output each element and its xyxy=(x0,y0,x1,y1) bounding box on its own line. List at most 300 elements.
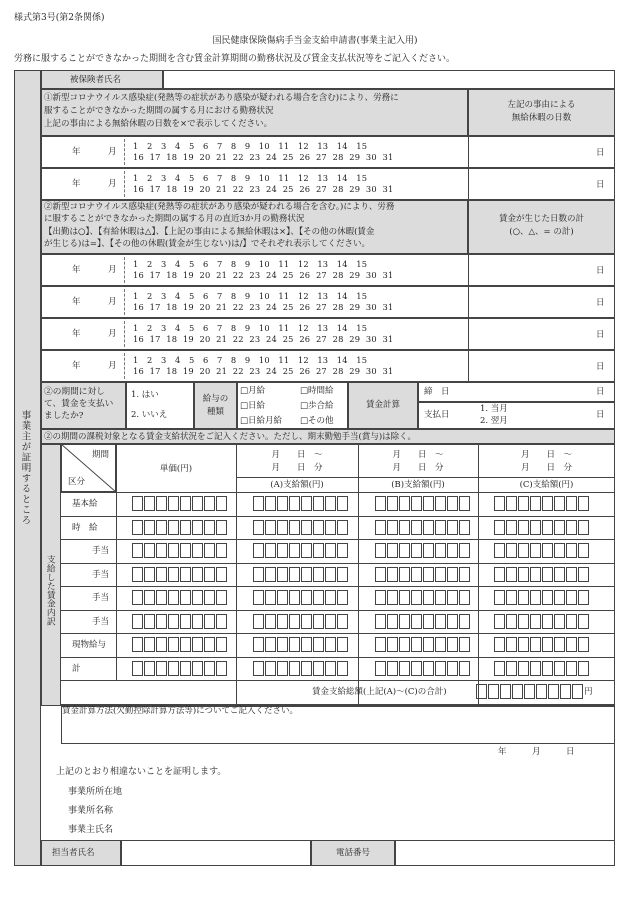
digit-cell[interactable] xyxy=(144,520,155,535)
digit-cell[interactable] xyxy=(447,496,458,511)
digit-cell[interactable] xyxy=(411,496,422,511)
digit-cell[interactable] xyxy=(313,614,324,629)
amount-cells[interactable] xyxy=(375,496,471,511)
digit-cell[interactable] xyxy=(265,567,276,582)
digit-cell[interactable] xyxy=(156,590,167,605)
digit-cell[interactable] xyxy=(180,520,191,535)
digit-cell[interactable] xyxy=(277,567,288,582)
amount-cells[interactable] xyxy=(494,661,590,676)
digit-cell[interactable] xyxy=(399,543,410,558)
wage-type-other[interactable]: □その他 xyxy=(300,416,334,426)
digit-cell[interactable] xyxy=(506,496,517,511)
digit-cell[interactable] xyxy=(337,637,348,652)
wage-type-daily-monthly[interactable]: □日給月給 xyxy=(240,416,283,426)
digit-cell[interactable] xyxy=(399,567,410,582)
digit-cell[interactable] xyxy=(289,637,300,652)
digit-cell[interactable] xyxy=(204,661,215,676)
digit-cell[interactable] xyxy=(144,496,155,511)
cert-date[interactable]: 年 月 日 xyxy=(498,747,575,757)
digit-cell[interactable] xyxy=(168,567,179,582)
days-line1[interactable]: 1 2 3 4 5 6 7 8 9 10 11 12 13 14 15 xyxy=(133,355,368,365)
digit-cell[interactable] xyxy=(566,567,577,582)
digit-cell[interactable] xyxy=(144,614,155,629)
digit-cell[interactable] xyxy=(277,496,288,511)
digit-cell[interactable] xyxy=(566,614,577,629)
digit-cell[interactable] xyxy=(277,614,288,629)
digit-cell[interactable] xyxy=(325,614,336,629)
digit-cell[interactable] xyxy=(387,496,398,511)
digit-cell[interactable] xyxy=(301,543,312,558)
amount-cells[interactable] xyxy=(132,496,228,511)
digit-cell[interactable] xyxy=(277,543,288,558)
days-line2[interactable]: 16 17 18 19 20 21 22 23 24 25 26 27 28 29 30 31 xyxy=(133,152,394,162)
digit-cell[interactable] xyxy=(566,661,577,676)
digit-cell[interactable] xyxy=(375,496,386,511)
digit-cell[interactable] xyxy=(524,684,535,699)
amount-cells[interactable] xyxy=(375,661,471,676)
amount-cells[interactable] xyxy=(132,637,228,652)
amount-cells[interactable] xyxy=(132,614,228,629)
digit-cell[interactable] xyxy=(325,590,336,605)
digit-cell[interactable] xyxy=(506,590,517,605)
digit-cell[interactable] xyxy=(216,567,227,582)
digit-cell[interactable] xyxy=(447,590,458,605)
digit-cell[interactable] xyxy=(132,496,143,511)
digit-cell[interactable] xyxy=(253,637,264,652)
digit-cell[interactable] xyxy=(253,496,264,511)
digit-cell[interactable] xyxy=(512,684,523,699)
digit-cell[interactable] xyxy=(375,567,386,582)
amount-cells[interactable] xyxy=(253,614,349,629)
amount-cells[interactable] xyxy=(494,496,590,511)
digit-cell[interactable] xyxy=(265,637,276,652)
digit-cell[interactable] xyxy=(192,590,203,605)
amount-cells[interactable] xyxy=(132,543,228,558)
digit-cell[interactable] xyxy=(447,614,458,629)
digit-cell[interactable] xyxy=(192,661,203,676)
digit-cell[interactable] xyxy=(337,614,348,629)
digit-cell[interactable] xyxy=(337,590,348,605)
digit-cell[interactable] xyxy=(459,567,470,582)
digit-cell[interactable] xyxy=(494,637,505,652)
digit-cell[interactable] xyxy=(216,637,227,652)
amount-cells[interactable] xyxy=(132,567,228,582)
digit-cell[interactable] xyxy=(168,661,179,676)
digit-cell[interactable] xyxy=(313,543,324,558)
digit-cell[interactable] xyxy=(459,614,470,629)
total-amount-cells[interactable] xyxy=(476,684,584,699)
digit-cell[interactable] xyxy=(542,637,553,652)
digit-cell[interactable] xyxy=(192,543,203,558)
amount-cells[interactable] xyxy=(494,543,590,558)
digit-cell[interactable] xyxy=(180,543,191,558)
digit-cell[interactable] xyxy=(554,590,565,605)
digit-cell[interactable] xyxy=(578,661,589,676)
digit-cell[interactable] xyxy=(411,637,422,652)
digit-cell[interactable] xyxy=(399,661,410,676)
digit-cell[interactable] xyxy=(530,637,541,652)
digit-cell[interactable] xyxy=(566,496,577,511)
digit-cell[interactable] xyxy=(325,637,336,652)
digit-cell[interactable] xyxy=(447,543,458,558)
digit-cell[interactable] xyxy=(494,520,505,535)
digit-cell[interactable] xyxy=(530,567,541,582)
digit-cell[interactable] xyxy=(411,614,422,629)
digit-cell[interactable] xyxy=(518,543,529,558)
digit-cell[interactable] xyxy=(325,567,336,582)
digit-cell[interactable] xyxy=(156,661,167,676)
digit-cell[interactable] xyxy=(447,567,458,582)
digit-cell[interactable] xyxy=(301,637,312,652)
digit-cell[interactable] xyxy=(518,661,529,676)
digit-cell[interactable] xyxy=(476,684,487,699)
digit-cell[interactable] xyxy=(325,661,336,676)
digit-cell[interactable] xyxy=(578,520,589,535)
digit-cell[interactable] xyxy=(204,543,215,558)
digit-cell[interactable] xyxy=(542,567,553,582)
payday-this-month[interactable]: 1. 当月 xyxy=(480,404,508,414)
digit-cell[interactable] xyxy=(411,520,422,535)
digit-cell[interactable] xyxy=(399,637,410,652)
digit-cell[interactable] xyxy=(144,567,155,582)
digit-cell[interactable] xyxy=(216,614,227,629)
digit-cell[interactable] xyxy=(542,661,553,676)
digit-cell[interactable] xyxy=(530,614,541,629)
digit-cell[interactable] xyxy=(554,567,565,582)
digit-cell[interactable] xyxy=(494,496,505,511)
digit-cell[interactable] xyxy=(435,543,446,558)
digit-cell[interactable] xyxy=(459,661,470,676)
digit-cell[interactable] xyxy=(387,520,398,535)
digit-cell[interactable] xyxy=(423,543,434,558)
digit-cell[interactable] xyxy=(192,637,203,652)
digit-cell[interactable] xyxy=(518,637,529,652)
digit-cell[interactable] xyxy=(253,590,264,605)
digit-cell[interactable] xyxy=(301,496,312,511)
digit-cell[interactable] xyxy=(204,520,215,535)
digit-cell[interactable] xyxy=(530,661,541,676)
digit-cell[interactable] xyxy=(494,590,505,605)
digit-cell[interactable] xyxy=(387,543,398,558)
amount-cells[interactable] xyxy=(494,614,590,629)
digit-cell[interactable] xyxy=(144,543,155,558)
digit-cell[interactable] xyxy=(411,661,422,676)
digit-cell[interactable] xyxy=(289,590,300,605)
digit-cell[interactable] xyxy=(578,567,589,582)
digit-cell[interactable] xyxy=(168,637,179,652)
digit-cell[interactable] xyxy=(435,567,446,582)
amount-cells[interactable] xyxy=(494,637,590,652)
digit-cell[interactable] xyxy=(337,520,348,535)
digit-cell[interactable] xyxy=(253,520,264,535)
digit-cell[interactable] xyxy=(542,590,553,605)
digit-cell[interactable] xyxy=(572,684,583,699)
days-line2[interactable]: 16 17 18 19 20 21 22 23 24 25 26 27 28 29 30 31 xyxy=(133,366,394,376)
digit-cell[interactable] xyxy=(180,590,191,605)
digit-cell[interactable] xyxy=(204,590,215,605)
digit-cell[interactable] xyxy=(216,543,227,558)
digit-cell[interactable] xyxy=(313,661,324,676)
wage-type-monthly[interactable]: □月給 xyxy=(240,386,266,396)
digit-cell[interactable] xyxy=(530,543,541,558)
digit-cell[interactable] xyxy=(435,520,446,535)
digit-cell[interactable] xyxy=(494,543,505,558)
digit-cell[interactable] xyxy=(375,637,386,652)
digit-cell[interactable] xyxy=(554,543,565,558)
digit-cell[interactable] xyxy=(168,496,179,511)
digit-cell[interactable] xyxy=(375,543,386,558)
days-line1[interactable]: 1 2 3 4 5 6 7 8 9 10 11 12 13 14 15 xyxy=(133,173,368,183)
digit-cell[interactable] xyxy=(313,496,324,511)
digit-cell[interactable] xyxy=(132,614,143,629)
days-line1[interactable]: 1 2 3 4 5 6 7 8 9 10 11 12 13 14 15 xyxy=(133,141,368,151)
digit-cell[interactable] xyxy=(494,614,505,629)
digit-cell[interactable] xyxy=(387,661,398,676)
digit-cell[interactable] xyxy=(494,567,505,582)
digit-cell[interactable] xyxy=(536,684,547,699)
digit-cell[interactable] xyxy=(447,661,458,676)
digit-cell[interactable] xyxy=(156,614,167,629)
digit-cell[interactable] xyxy=(423,661,434,676)
digit-cell[interactable] xyxy=(435,614,446,629)
amount-cells[interactable] xyxy=(375,520,471,535)
digit-cell[interactable] xyxy=(435,661,446,676)
digit-cell[interactable] xyxy=(375,614,386,629)
digit-cell[interactable] xyxy=(578,637,589,652)
amount-cells[interactable] xyxy=(253,567,349,582)
digit-cell[interactable] xyxy=(337,496,348,511)
digit-cell[interactable] xyxy=(132,590,143,605)
digit-cell[interactable] xyxy=(168,614,179,629)
digit-cell[interactable] xyxy=(399,520,410,535)
digit-cell[interactable] xyxy=(265,614,276,629)
days-line2[interactable]: 16 17 18 19 20 21 22 23 24 25 26 27 28 29 30 31 xyxy=(133,302,394,312)
digit-cell[interactable] xyxy=(156,543,167,558)
days-line2[interactable]: 16 17 18 19 20 21 22 23 24 25 26 27 28 29 30 31 xyxy=(133,270,394,280)
digit-cell[interactable] xyxy=(375,661,386,676)
digit-cell[interactable] xyxy=(566,637,577,652)
digit-cell[interactable] xyxy=(253,567,264,582)
digit-cell[interactable] xyxy=(494,661,505,676)
digit-cell[interactable] xyxy=(459,496,470,511)
digit-cell[interactable] xyxy=(301,567,312,582)
digit-cell[interactable] xyxy=(542,520,553,535)
digit-cell[interactable] xyxy=(313,567,324,582)
amount-cells[interactable] xyxy=(132,590,228,605)
digit-cell[interactable] xyxy=(506,567,517,582)
digit-cell[interactable] xyxy=(578,496,589,511)
digit-cell[interactable] xyxy=(204,614,215,629)
digit-cell[interactable] xyxy=(313,520,324,535)
digit-cell[interactable] xyxy=(554,661,565,676)
digit-cell[interactable] xyxy=(265,496,276,511)
digit-cell[interactable] xyxy=(506,520,517,535)
amount-cells[interactable] xyxy=(253,661,349,676)
digit-cell[interactable] xyxy=(156,496,167,511)
digit-cell[interactable] xyxy=(435,590,446,605)
digit-cell[interactable] xyxy=(554,520,565,535)
digit-cell[interactable] xyxy=(180,496,191,511)
wage-type-daily[interactable]: □日給 xyxy=(240,401,266,411)
digit-cell[interactable] xyxy=(156,520,167,535)
amount-cells[interactable] xyxy=(253,637,349,652)
digit-cell[interactable] xyxy=(554,496,565,511)
digit-cell[interactable] xyxy=(530,496,541,511)
wage-type-hourly[interactable]: □時間給 xyxy=(300,386,334,396)
staff-name-field[interactable] xyxy=(121,840,311,866)
digit-cell[interactable] xyxy=(289,520,300,535)
digit-cell[interactable] xyxy=(560,684,571,699)
digit-cell[interactable] xyxy=(168,520,179,535)
digit-cell[interactable] xyxy=(265,520,276,535)
digit-cell[interactable] xyxy=(253,543,264,558)
digit-cell[interactable] xyxy=(216,520,227,535)
digit-cell[interactable] xyxy=(325,520,336,535)
digit-cell[interactable] xyxy=(375,590,386,605)
digit-cell[interactable] xyxy=(132,543,143,558)
digit-cell[interactable] xyxy=(132,661,143,676)
digit-cell[interactable] xyxy=(578,590,589,605)
digit-cell[interactable] xyxy=(518,520,529,535)
digit-cell[interactable] xyxy=(289,496,300,511)
digit-cell[interactable] xyxy=(277,661,288,676)
wage-type-commission[interactable]: □歩合給 xyxy=(300,401,334,411)
digit-cell[interactable] xyxy=(180,661,191,676)
digit-cell[interactable] xyxy=(423,590,434,605)
digit-cell[interactable] xyxy=(548,684,559,699)
digit-cell[interactable] xyxy=(566,590,577,605)
digit-cell[interactable] xyxy=(216,496,227,511)
digit-cell[interactable] xyxy=(265,543,276,558)
digit-cell[interactable] xyxy=(180,614,191,629)
digit-cell[interactable] xyxy=(387,637,398,652)
amount-cells[interactable] xyxy=(375,637,471,652)
digit-cell[interactable] xyxy=(506,614,517,629)
digit-cell[interactable] xyxy=(156,567,167,582)
digit-cell[interactable] xyxy=(289,567,300,582)
amount-cells[interactable] xyxy=(253,520,349,535)
digit-cell[interactable] xyxy=(144,590,155,605)
digit-cell[interactable] xyxy=(530,520,541,535)
digit-cell[interactable] xyxy=(542,614,553,629)
digit-cell[interactable] xyxy=(289,661,300,676)
days-line2[interactable]: 16 17 18 19 20 21 22 23 24 25 26 27 28 29 30 31 xyxy=(133,184,394,194)
payment-yes-option[interactable]: 1. はい xyxy=(131,390,159,400)
digit-cell[interactable] xyxy=(204,567,215,582)
digit-cell[interactable] xyxy=(204,637,215,652)
digit-cell[interactable] xyxy=(423,520,434,535)
digit-cell[interactable] xyxy=(423,496,434,511)
digit-cell[interactable] xyxy=(192,496,203,511)
digit-cell[interactable] xyxy=(554,614,565,629)
digit-cell[interactable] xyxy=(265,590,276,605)
digit-cell[interactable] xyxy=(132,567,143,582)
digit-cell[interactable] xyxy=(518,496,529,511)
digit-cell[interactable] xyxy=(192,520,203,535)
amount-cells[interactable] xyxy=(375,543,471,558)
digit-cell[interactable] xyxy=(192,567,203,582)
digit-cell[interactable] xyxy=(411,543,422,558)
digit-cell[interactable] xyxy=(301,661,312,676)
digit-cell[interactable] xyxy=(459,520,470,535)
digit-cell[interactable] xyxy=(578,614,589,629)
digit-cell[interactable] xyxy=(180,637,191,652)
digit-cell[interactable] xyxy=(301,614,312,629)
digit-cell[interactable] xyxy=(506,661,517,676)
digit-cell[interactable] xyxy=(301,520,312,535)
amount-cells[interactable] xyxy=(494,520,590,535)
digit-cell[interactable] xyxy=(542,496,553,511)
digit-cell[interactable] xyxy=(144,637,155,652)
digit-cell[interactable] xyxy=(423,567,434,582)
digit-cell[interactable] xyxy=(423,637,434,652)
digit-cell[interactable] xyxy=(435,637,446,652)
digit-cell[interactable] xyxy=(132,520,143,535)
days-line1[interactable]: 1 2 3 4 5 6 7 8 9 10 11 12 13 14 15 xyxy=(133,323,368,333)
digit-cell[interactable] xyxy=(313,637,324,652)
digit-cell[interactable] xyxy=(168,543,179,558)
digit-cell[interactable] xyxy=(180,567,191,582)
days-line1[interactable]: 1 2 3 4 5 6 7 8 9 10 11 12 13 14 15 xyxy=(133,291,368,301)
digit-cell[interactable] xyxy=(387,590,398,605)
amount-cells[interactable] xyxy=(375,614,471,629)
digit-cell[interactable] xyxy=(216,661,227,676)
digit-cell[interactable] xyxy=(387,567,398,582)
amount-cells[interactable] xyxy=(494,590,590,605)
method-field[interactable] xyxy=(61,704,615,744)
digit-cell[interactable] xyxy=(168,590,179,605)
digit-cell[interactable] xyxy=(277,637,288,652)
digit-cell[interactable] xyxy=(518,590,529,605)
digit-cell[interactable] xyxy=(554,637,565,652)
digit-cell[interactable] xyxy=(566,543,577,558)
digit-cell[interactable] xyxy=(301,590,312,605)
amount-cells[interactable] xyxy=(253,543,349,558)
digit-cell[interactable] xyxy=(566,520,577,535)
amount-cells[interactable] xyxy=(253,590,349,605)
digit-cell[interactable] xyxy=(411,567,422,582)
digit-cell[interactable] xyxy=(447,637,458,652)
digit-cell[interactable] xyxy=(253,661,264,676)
digit-cell[interactable] xyxy=(518,614,529,629)
digit-cell[interactable] xyxy=(289,614,300,629)
digit-cell[interactable] xyxy=(411,590,422,605)
digit-cell[interactable] xyxy=(132,637,143,652)
digit-cell[interactable] xyxy=(399,614,410,629)
digit-cell[interactable] xyxy=(337,543,348,558)
digit-cell[interactable] xyxy=(488,684,499,699)
digit-cell[interactable] xyxy=(289,543,300,558)
payday-next-month[interactable]: 2. 翌月 xyxy=(480,416,508,426)
digit-cell[interactable] xyxy=(337,567,348,582)
digit-cell[interactable] xyxy=(216,590,227,605)
digit-cell[interactable] xyxy=(518,567,529,582)
phone-field[interactable] xyxy=(395,840,615,866)
amount-cells[interactable] xyxy=(253,496,349,511)
days-line1[interactable]: 1 2 3 4 5 6 7 8 9 10 11 12 13 14 15 xyxy=(133,259,368,269)
amount-cells[interactable] xyxy=(375,567,471,582)
digit-cell[interactable] xyxy=(387,614,398,629)
digit-cell[interactable] xyxy=(253,614,264,629)
amount-cells[interactable] xyxy=(132,520,228,535)
digit-cell[interactable] xyxy=(204,496,215,511)
digit-cell[interactable] xyxy=(399,496,410,511)
digit-cell[interactable] xyxy=(506,543,517,558)
digit-cell[interactable] xyxy=(447,520,458,535)
digit-cell[interactable] xyxy=(459,543,470,558)
digit-cell[interactable] xyxy=(265,661,276,676)
digit-cell[interactable] xyxy=(459,590,470,605)
